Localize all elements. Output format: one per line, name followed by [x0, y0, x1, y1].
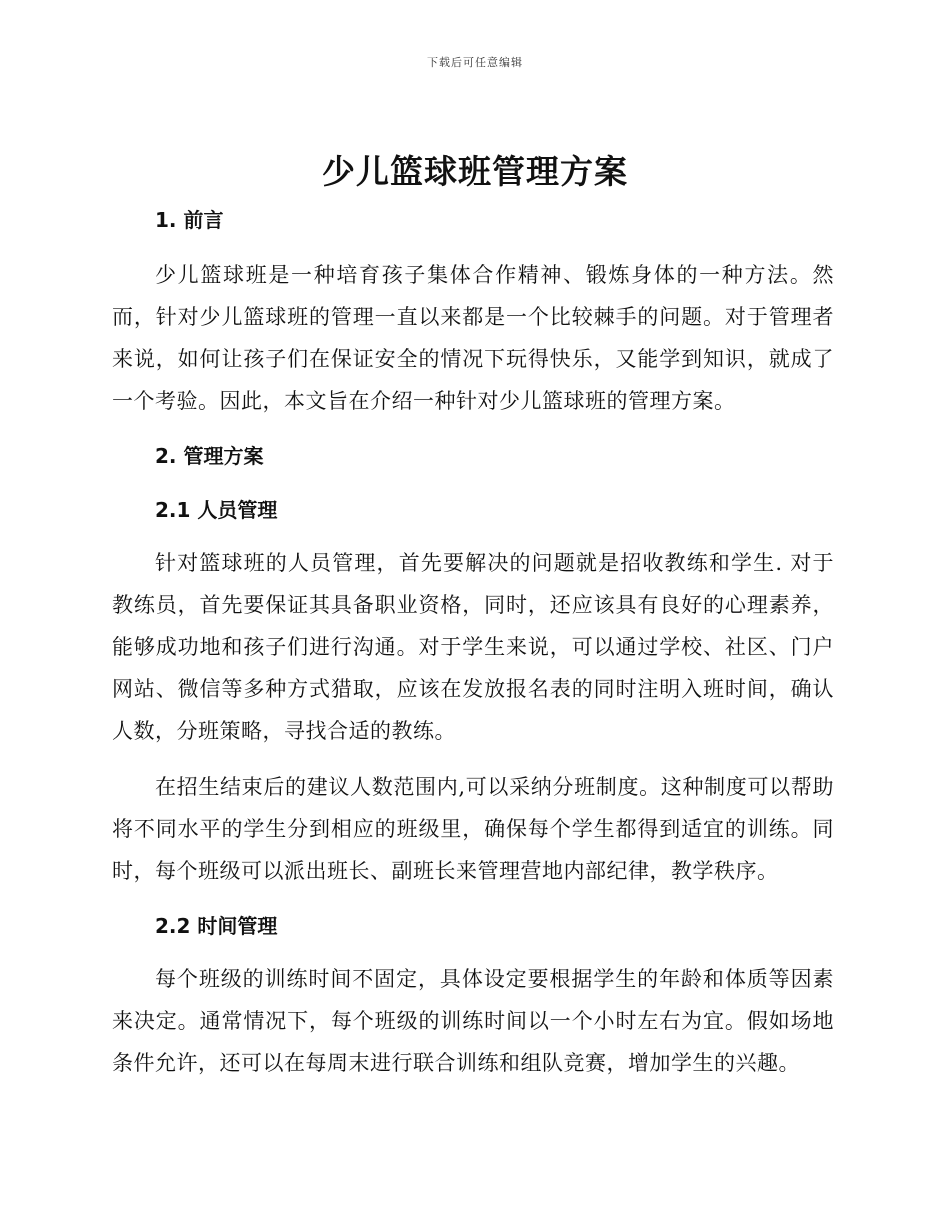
section-heading-preface: 1. 前言 — [155, 208, 224, 232]
paragraph-personnel-1: 针对篮球班的人员管理，首先要解决的问题就是招收教练和学生. 对于教练员，首先要保证其具备职业资格，同时，还应该具有良好的心理素养，能够成功地和孩子们进行沟通。对于学生来说，可以通过学校、社区、门户网站、微信等多种方式猎取，应该在发放报名表的同时注明入班时间，确认人数，分班策略，寻找合适的教练。 — [112, 551, 834, 743]
subsection-heading-time: 2.2 时间管理 — [155, 914, 278, 938]
document-body — [112, 200, 834, 1084]
section-heading-management-plan: 2. 管理方案 — [155, 444, 264, 468]
document-title: 少儿篮球班管理方案 — [322, 152, 628, 191]
paragraph-time-1: 每个班级的训练时间不固定，具体设定要根据学生的年龄和体质等因素来决定。通常情况下，每个班级的训练时间以一个小时左右为宜。假如场地条件允许，还可以在每周末进行联合训练和组队竞赛，增加学生的兴趣。 — [112, 967, 834, 1075]
paragraph-preface: 少儿篮球班是一种培育孩子集体合作精神、锻炼身体的一种方法。然而，针对少儿篮球班的管理一直以来都是一个比较棘手的问题。对于管理者来说，如何让孩子们在保证安全的情况下玩得快乐，又能学到知识，就成了一个考验。因此，本文旨在介绍一种针对少儿篮球班的管理方案。 — [112, 263, 834, 413]
paragraph-personnel-2: 在招生结束后的建议人数范围内,可以采纳分班制度。这种制度可以帮助将不同水平的学生分到相应的班级里，确保每个学生都得到适宜的训练。同时，每个班级可以派出班长、副班长来管理营地内部纪律，教学秩序。 — [112, 775, 834, 883]
subsection-heading-personnel: 2.1 人员管理 — [155, 498, 278, 522]
header-note: 下载后可任意编辑 — [427, 56, 523, 69]
